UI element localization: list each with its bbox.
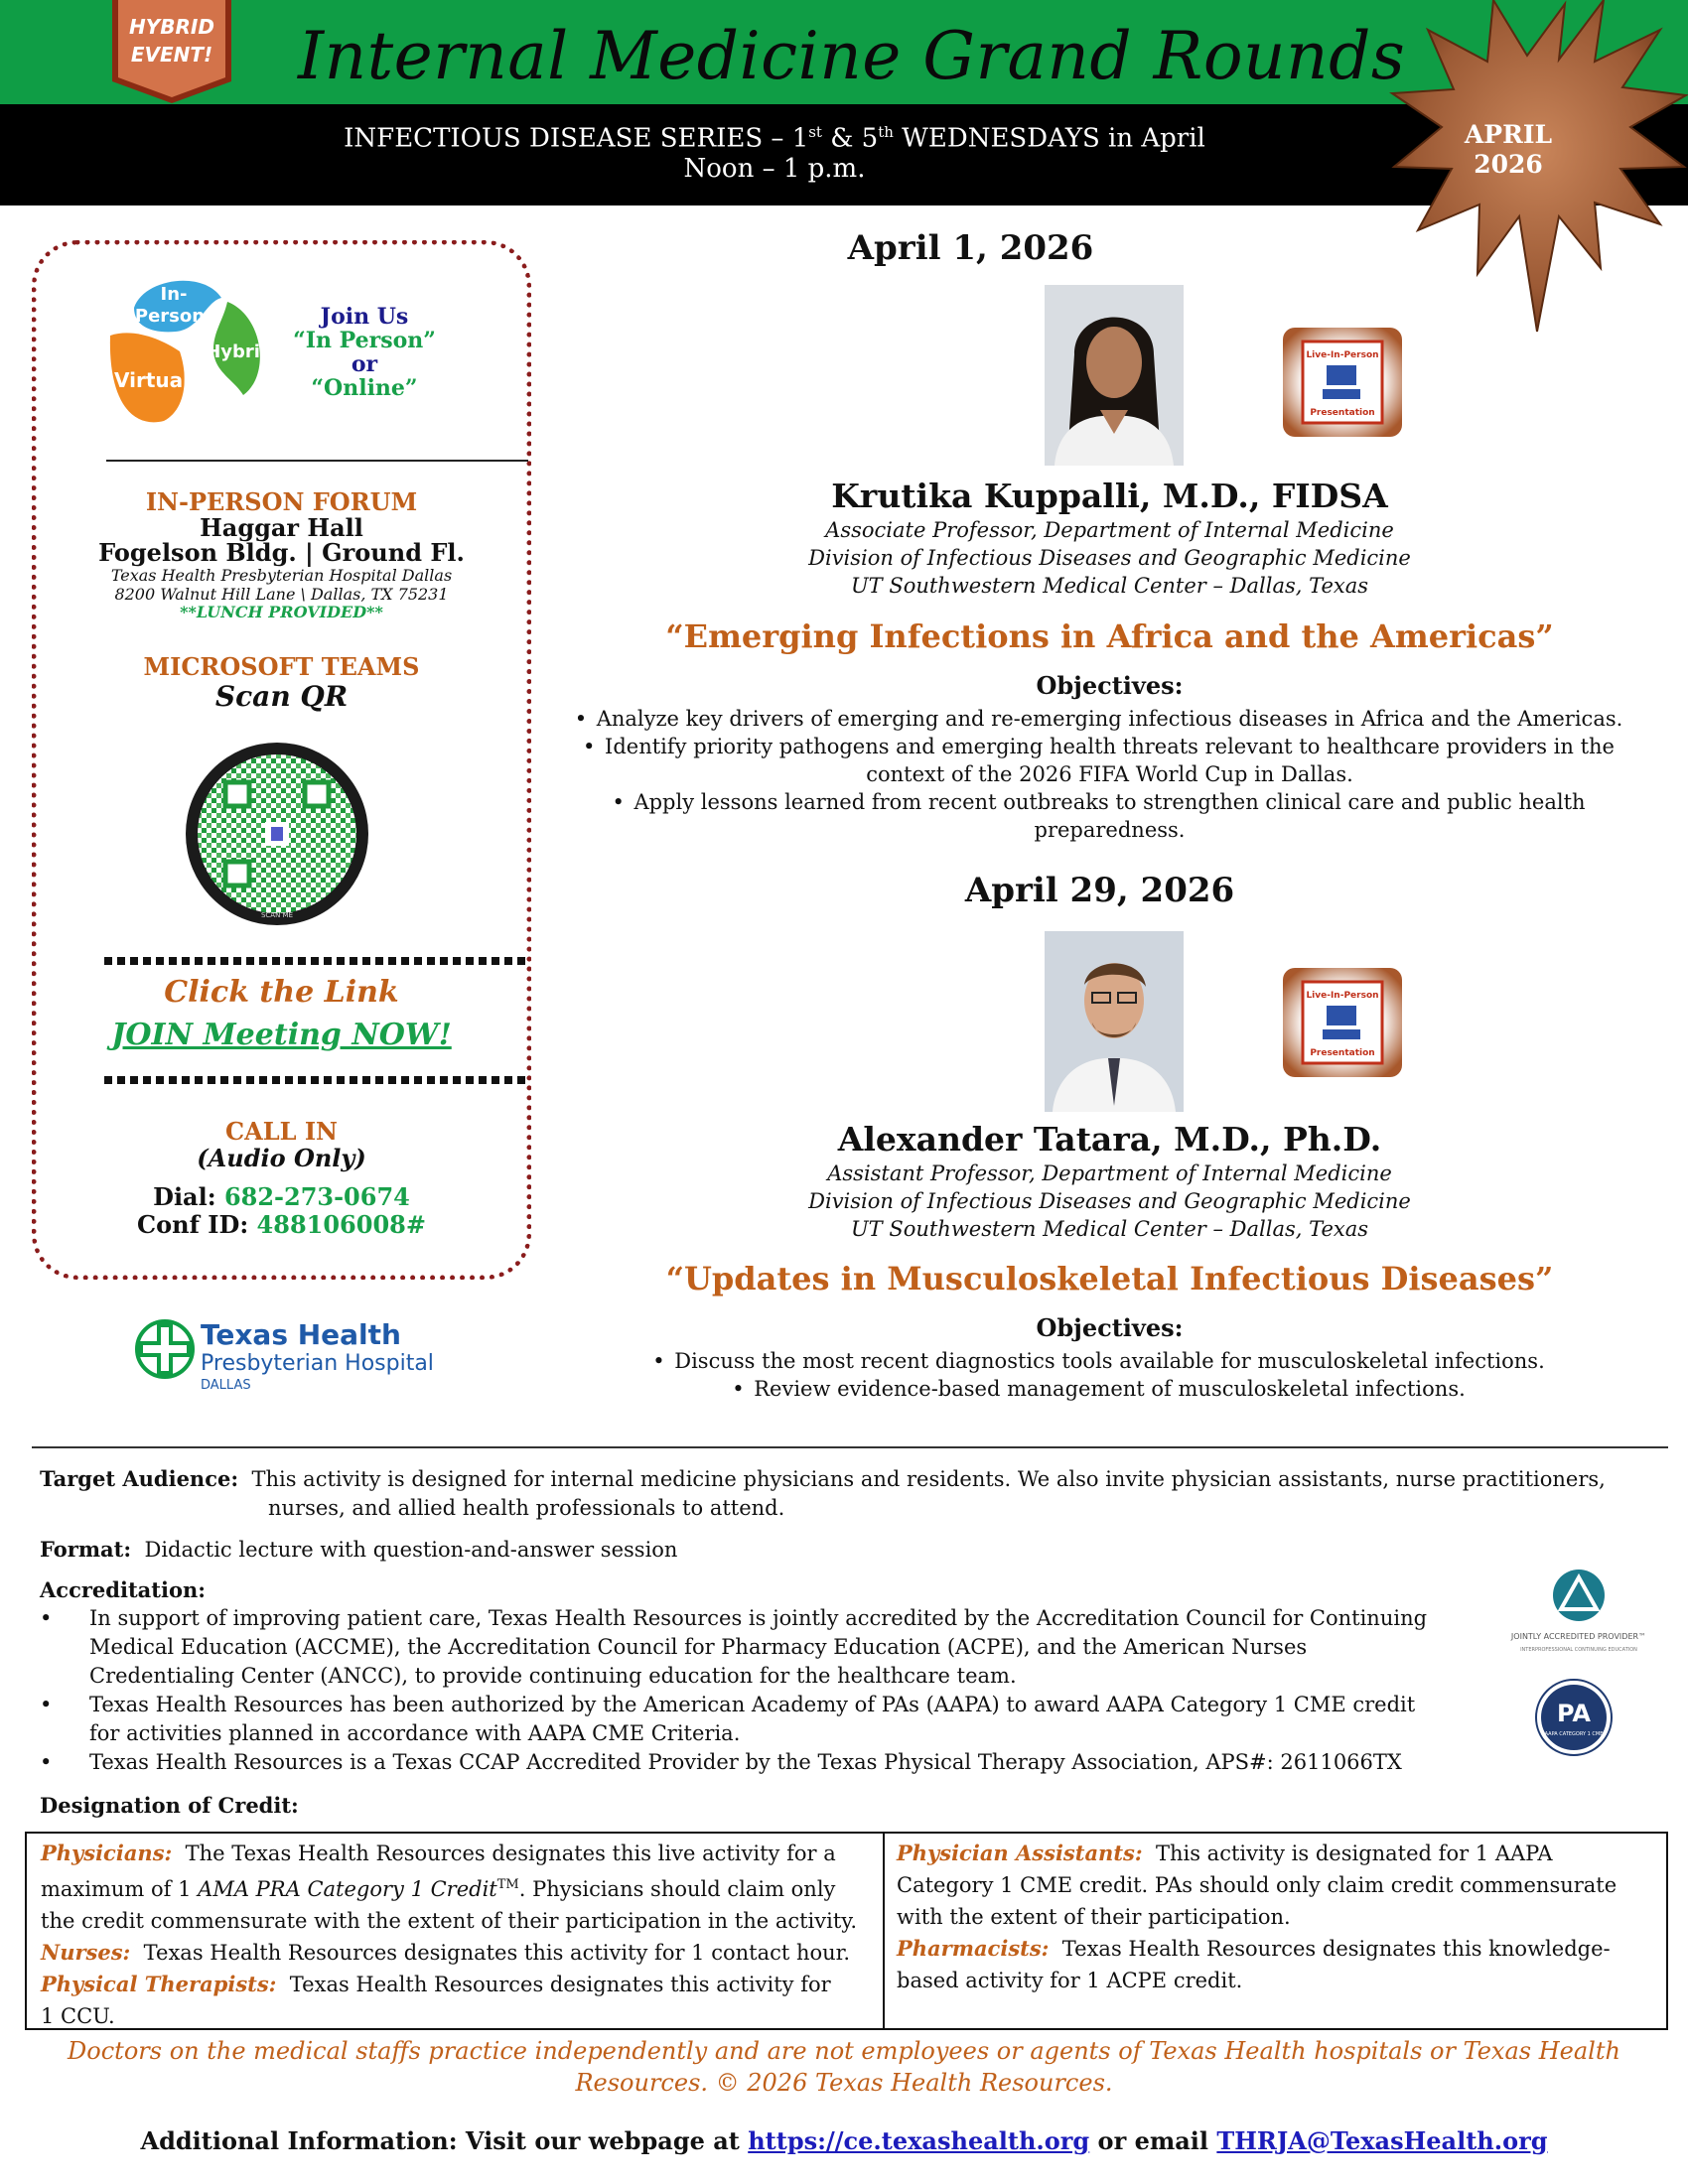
forum-hall: Haggar Hall [200,513,363,542]
dotted-divider-bottom [104,1076,526,1084]
jap-text: JOINTLY ACCREDITED PROVIDER™ [1510,1632,1647,1641]
format-label: Format: [40,1537,132,1562]
in-person-text: “In Person” [293,328,436,353]
session1-date: April 1, 2026 [847,228,1094,268]
target-audience-label: Target Audience: [40,1466,239,1491]
forum-hospital: Texas Health Presbyterian Hospital Dallas [110,566,453,585]
logo-virtual: Virtual [114,368,190,392]
qr-caption: SCAN ME [260,911,294,919]
session2-title: “Updates in Musculoskeletal Infectious Diseases” [665,1260,1554,1297]
hybrid-options-logo [104,272,273,431]
pa-text1: This activity is designated for 1 AAPA [1155,1842,1553,1865]
designation-credit-table [25,1832,1668,2030]
physicians-text3: the credit commensurate with the extent of their participation in the activity. [41,1909,858,1933]
dotted-divider-top [104,957,526,965]
teams-title: MICROSOFT TEAMS [143,652,420,681]
series-sup-1: st [808,123,822,141]
format-text: Didactic lecture with question-and-answer session [144,1538,678,1562]
logo-hybrid: Hybrid [206,341,273,362]
scan-qr-label: Scan QR [214,680,349,713]
credit-column-left [27,1834,883,2028]
hybrid-event-badge [107,0,236,105]
session2-objective: • Discuss the most recent diagnostics tools available for musculoskeletal infections. [561,1347,1658,1375]
forum-building: Fogelson Bldg. | Ground Fl. [98,538,465,567]
call-in-title: CALL IN [225,1117,338,1146]
pharmacists-text2: based activity for 1 ACPE credit. [897,1969,1243,1992]
join-meeting-wrapper [37,1018,526,1052]
or-text: or [351,351,378,377]
session1-objective-cont: preparedness. [1034,818,1186,842]
physicians-text2d: . Physicians should claim only [518,1877,836,1901]
lunch-provided: **LUNCH PROVIDED** [180,603,383,621]
dial-line [37,1182,526,1211]
click-link-label: Click the Link [164,975,399,1010]
format-line [40,1535,677,1565]
star-month: APRIL [1464,120,1553,149]
th-logo-line2: Presbyterian Hospital [201,1351,434,1376]
jointly-accredited-logo [1499,1564,1658,1658]
series-text-c: WEDNESDAYS in April [893,123,1205,154]
forum-address: 8200 Walnut Hill Lane \ Dallas, TX 75231 [114,585,449,604]
speaker2-photo [1045,931,1184,1112]
join-us-block [275,305,454,400]
pharmacists-label: Pharmacists: [897,1936,1050,1961]
credit-column-right [883,1834,1667,2028]
speaker1-name: Krutika Kuppalli, M.D., FIDSA [831,477,1388,515]
live-in-person-badge-2 [1283,968,1402,1077]
svg-text:Live-In-Person: Live-In-Person [1306,350,1379,360]
accreditation-item: • In support of improving patient care, Texas Health Resources is jointly accredited by the Accreditation Council for Continuing Medical Education (ACCME), the Accreditation Council for Pharmacy Education (ACPE), and the American Nurses Credentialing Center (ANCC), to provide continuing education for the healthcare team. [40,1604,1499,1691]
acc3-line1: Texas Health Resources is a Texas CCAP Accredited Provider by the Texas Physical Therapy Association, APS#: 2611066TX [89,1750,1402,1774]
accreditation-item: • Texas Health Resources is a Texas CCAP Accredited Provider by the Texas Physical Therapy Association, APS#: 2611066TX [40,1748,1499,1777]
disclaimer [30,2035,1658,2099]
physicians-text2a: maximum of 1 [41,1877,199,1901]
dial-label: Dial: [153,1182,224,1211]
aapa-sub: AAPA CATEGORY 1 CME [1544,1731,1604,1737]
session2-objective: • Review evidence-based management of musculoskeletal infections. [561,1375,1658,1403]
email-link[interactable]: THRJA@TexasHealth.org [1216,2126,1548,2155]
logo-in: In- [160,284,188,305]
disclaimer-line1: Doctors on the medical staffs practice independently and are not employees or agents of Texas Health hospitals or Texas Health [68,2037,1620,2065]
accreditation-label: Accreditation: [40,1577,206,1602]
physicians-credit-name: AMA PRA Category 1 Credit [198,1877,497,1901]
dial-number[interactable]: 682-273-0674 [223,1182,410,1211]
session1-objective: • Identify priority pathogens and emerging health threats relevant to healthcare providers in the [561,733,1658,760]
conf-id: 488106008# [256,1210,426,1239]
april-star-badge [1370,0,1688,338]
speaker2-institution: UT Southwestern Medical Center – Dallas, Texas [850,1217,1369,1241]
hybrid-badge-line2: EVENT! [130,43,213,67]
svg-text:Presentation: Presentation [1310,1048,1375,1058]
speaker1-institution: UT Southwestern Medical Center – Dallas, Texas [850,574,1369,598]
jap-sub: INTERPROFESSIONAL CONTINUING EDUCATION [1520,1647,1637,1653]
pt-label: Physical Therapists: [41,1972,277,1996]
acc1-line1: In support of improving patient care, Texas Health Resources is jointly accredited by the Accreditation Council for Continuing [89,1606,1428,1630]
physicians-tm: TM [496,1877,519,1892]
session1-objectives [561,705,1658,844]
session1-objective: • Apply lessons learned from recent outbreaks to strengthen clinical care and public health [561,788,1658,816]
conf-line [37,1210,526,1239]
accreditation-item: • Texas Health Resources has been authorized by the American Academy of PAs (AAPA) to award AAPA Category 1 CME credit for activities planned in accordance with AAPA CME Criteria. [40,1691,1499,1748]
nurses-label: Nurses: [41,1940,131,1965]
acc1-line3: Credentialing Center (ANCC), to provide continuing education for the healthcare team. [89,1664,1017,1688]
logo-person: Person [134,306,206,327]
accreditation-list [40,1604,1499,1777]
forum-title: IN-PERSON FORUM [145,487,418,516]
physicians-text1: The Texas Health Resources designates this live activity for a [185,1842,836,1865]
online-text: “Online” [311,375,418,401]
speaker2-name: Alexander Tatara, M.D., Ph.D. [837,1120,1382,1159]
audio-only-label: (Audio Only) [197,1144,366,1172]
session1-objective: • Analyze key drivers of emerging and re-emerging infectious diseases in Africa and the Americas. [561,705,1658,733]
aapa-logo [1534,1678,1614,1757]
target-audience-line1 [40,1464,1606,1494]
series-sup-2: th [878,123,894,141]
additional-info-text: Additional Information: Visit our webpage at [140,2126,749,2155]
nurses-text: Texas Health Resources designates this activity for 1 contact hour. [143,1941,851,1965]
session1-title: “Emerging Infections in Africa and the Americas” [665,617,1554,655]
session1-objective-cont: context of the 2026 FIFA World Cup in Dallas. [866,762,1353,786]
join-meeting-link[interactable]: JOIN Meeting NOW! [111,1018,452,1052]
session2-objectives-label: Objectives: [1036,1313,1184,1342]
speaker1-photo [1045,285,1184,466]
hybrid-badge-line1: HYBRID [129,15,214,39]
live-in-person-badge-1 [1283,328,1402,437]
texas-health-logo [133,1315,461,1395]
pharmacists-text1: Texas Health Resources designates this knowledge- [1061,1937,1611,1961]
physicians-label: Physicians: [41,1841,173,1865]
join-us-text: Join Us [320,304,409,330]
session1-objectives-label: Objectives: [1036,671,1184,700]
th-logo-line3: DALLAS [201,1378,251,1393]
additional-info [30,2126,1658,2155]
page-title: Internal Medicine Grand Rounds [298,18,1406,94]
pa-label: Physician Assistants: [897,1841,1143,1865]
series-text-a: INFECTIOUS DISEASE SERIES – 1 [344,123,809,154]
acc2-line1: Texas Health Resources has been authorized by the American Academy of PAs (AAPA) to award AAPA Category 1 CME credit [89,1693,1416,1716]
designation-label: Designation of Credit: [40,1793,299,1818]
divider-line [106,460,528,462]
target-audience-line2: nurses, and allied health professionals to attend. [268,1496,785,1520]
star-year: 2026 [1474,150,1543,179]
pt-text1: Texas Health Resources designates this activity for [289,1973,831,1996]
svg-text:Presentation: Presentation [1310,408,1375,418]
speaker1-role: Associate Professor, Department of Internal Medicine [825,518,1394,542]
th-logo-line1: Texas Health [201,1318,401,1351]
aapa-text: PA [1557,1700,1591,1727]
target-audience-text: This activity is designed for internal medicine physicians and residents. We also invite physician assistants, nurse practitioners, [251,1467,1606,1491]
speaker2-role: Assistant Professor, Department of Internal Medicine [827,1161,1392,1185]
pt-text2: 1 CCU. [41,2004,115,2028]
conf-label: Conf ID: [137,1210,257,1239]
speaker2-division: Division of Infectious Diseases and Geographic Medicine [808,1189,1411,1213]
additional-info-mid: or email [1089,2126,1217,2155]
speaker1-division: Division of Infectious Diseases and Geographic Medicine [808,546,1411,570]
session2-date: April 29, 2026 [964,871,1235,910]
webpage-link[interactable]: https://ce.texashealth.org [748,2126,1090,2155]
acc1-line2: Medical Education (ACCME), the Accreditation Council for Pharmacy Education (ACPE), and the American Nurses [89,1635,1308,1659]
session2-objectives [561,1347,1658,1403]
series-time: Noon – 1 p.m. [683,153,866,184]
pa-text2: Category 1 CME credit. PAs should only claim credit commensurate [897,1873,1618,1897]
acc2-line2: for activities planned in accordance with AAPA CME Criteria. [89,1721,741,1745]
pa-text3: with the extent of their participation. [897,1905,1291,1929]
disclaimer-line2: Resources. © 2026 Texas Health Resources. [575,2069,1113,2097]
section-divider [32,1446,1668,1448]
svg-text:Live-In-Person: Live-In-Person [1306,991,1379,1001]
attendance-options-panel [32,240,531,1280]
teams-qr-code[interactable] [182,739,372,929]
series-text-b: & 5 [821,123,879,154]
